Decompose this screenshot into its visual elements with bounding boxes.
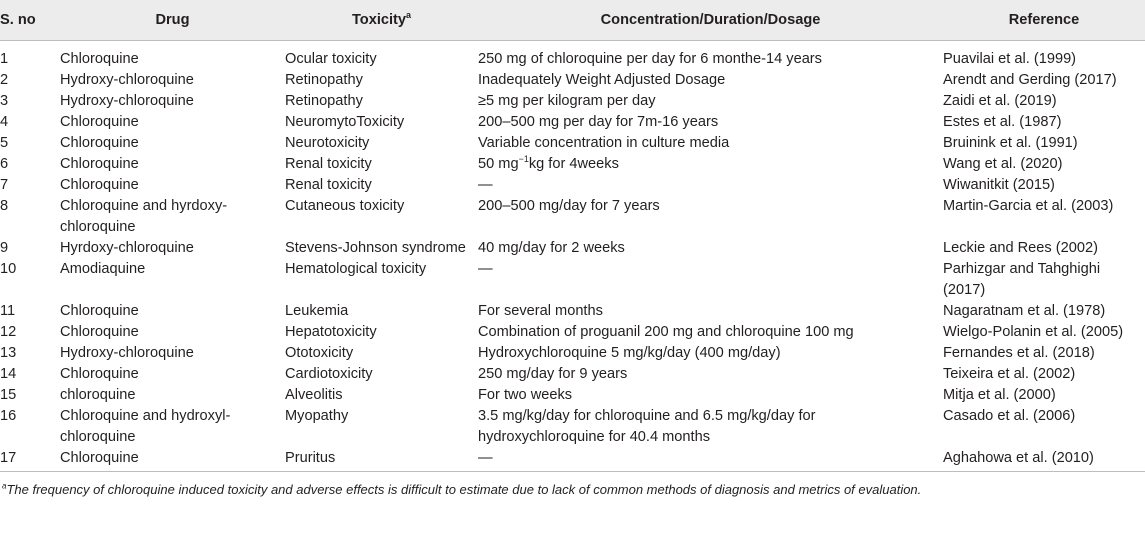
- cell-concentration: 250 mg of chloroquine per day for 6 monthe-14 years: [478, 51, 822, 67]
- table-row: [0, 322, 1145, 343]
- cell-drug: Chloroquine: [60, 177, 139, 193]
- footnote-text: The frequency of chloroquine induced toxicity and adverse effects is difficult to estimate due to lack of common methods of diagnosis and metrics of evaluation.: [6, 482, 922, 497]
- cell-toxicity: Retinopathy: [285, 72, 363, 88]
- cell-toxicity: Hematological toxicity: [285, 261, 427, 277]
- cell-concentration: 40 mg/day for 2 weeks: [478, 240, 625, 256]
- cell-drug: Chloroquine: [60, 324, 139, 340]
- cell-drug: Chloroquine: [60, 366, 139, 382]
- cell-drug: Hyrdoxy-chloroquine: [60, 240, 194, 256]
- table-row: [0, 301, 1145, 322]
- cell-concentration: Inadequately Weight Adjusted Dosage: [478, 72, 726, 88]
- cell-toxicity: Stevens-Johnson syndrome: [285, 240, 466, 256]
- cell-toxicity: Alveolitis: [285, 387, 343, 403]
- cell-concentration: ≥5 mg per kilogram per day: [478, 93, 656, 109]
- table-row: [0, 364, 1145, 385]
- table-row: [0, 41, 1145, 71]
- conc-text-pre: 50 mg: [478, 156, 519, 172]
- cell-toxicity: Cardiotoxicity: [285, 366, 373, 382]
- cell-concentration: Variable concentration in culture media: [478, 135, 730, 151]
- cell-reference: Estes et al. (1987): [943, 114, 1062, 130]
- cell-sno: 2: [0, 72, 9, 88]
- cell-reference: Wang et al. (2020): [943, 156, 1063, 172]
- cell-toxicity: NeuromytoToxicity: [285, 114, 405, 130]
- cell-toxicity: Neurotoxicity: [285, 135, 370, 151]
- table-row: [0, 154, 1145, 175]
- cell-drug: Chloroquine and hyrdoxy-chloroquine: [60, 198, 228, 235]
- cell-drug: Chloroquine: [60, 51, 139, 67]
- table-row: [0, 238, 1145, 259]
- cell-concentration: 3.5 mg/kg/day for chloroquine and 6.5 mg/kg/day for hydroxychloroquine for 40.4 months: [478, 408, 816, 445]
- cell-sno: 17: [0, 448, 60, 472]
- cell-sno: 3: [0, 93, 9, 109]
- cell-sno: 12: [0, 324, 17, 340]
- cell-reference: Nagaratnam et al. (1978): [943, 303, 1106, 319]
- cell-drug: Chloroquine and hydroxyl-chloroquine: [60, 408, 231, 445]
- table-row: [0, 91, 1145, 112]
- header-toxicity-label: Toxicity: [351, 11, 407, 28]
- header-reference: Reference: [943, 0, 1145, 41]
- cell-reference: Teixeira et al. (2002): [943, 366, 1076, 382]
- cell-concentration: For two weeks: [478, 387, 573, 403]
- header-toxicity: [285, 0, 478, 41]
- cell-sno: 4: [0, 114, 9, 130]
- cell-reference: Zaidi et al. (2019): [943, 93, 1057, 109]
- table-row: [0, 70, 1145, 91]
- footnote-mark: a: [2, 481, 7, 491]
- cell-reference: Parhizgar and Tahghighi (2017): [943, 261, 1101, 298]
- cell-reference: Bruinink et al. (1991): [943, 135, 1078, 151]
- cell-sno: 13: [0, 345, 17, 361]
- cell-sno: 16: [0, 408, 17, 424]
- table-row: [0, 448, 1145, 472]
- cell-toxicity: Renal toxicity: [285, 156, 372, 172]
- header-concentration: Concentration/Duration/Dosage: [478, 0, 943, 41]
- table-row: [0, 196, 1145, 238]
- cell-reference: Fernandes et al. (2018): [943, 345, 1095, 361]
- cell-sno: 6: [0, 156, 9, 172]
- table-row: [0, 406, 1145, 448]
- cell-concentration: 250 mg/day for 9 years: [478, 366, 628, 382]
- cell-drug: Hydroxy-chloroquine: [60, 345, 194, 361]
- cell-toxicity: Pruritus: [285, 448, 478, 472]
- cell-toxicity: Retinopathy: [285, 93, 363, 109]
- header-toxicity-footnote-mark: a: [406, 9, 412, 20]
- cell-reference: Aghahowa et al. (2010): [943, 448, 1145, 472]
- cell-concentration: Hydroxychloroquine 5 mg/kg/day (400 mg/day): [478, 345, 781, 361]
- cell-concentration: Combination of proguanil 200 mg and chloroquine 100 mg: [478, 324, 854, 340]
- table-footnote: [0, 482, 1145, 497]
- cell-sno: 9: [0, 240, 9, 256]
- table-row: [0, 385, 1145, 406]
- conc-exponent: −1: [518, 154, 529, 165]
- table-body: [0, 41, 1145, 472]
- cell-drug: Hydroxy-chloroquine: [60, 72, 194, 88]
- cell-drug: Chloroquine: [60, 303, 139, 319]
- cell-concentration: 200–500 mg per day for 7m-16 years: [478, 114, 719, 130]
- cell-reference: Leckie and Rees (2002): [943, 240, 1098, 256]
- cell-sno: 5: [0, 135, 9, 151]
- cell-sno: 1: [0, 51, 9, 67]
- cell-reference: Wielgo-Polanin et al. (2005): [943, 324, 1124, 340]
- cell-reference: Puavilai et al. (1999): [943, 51, 1077, 67]
- cell-sno: 8: [0, 198, 9, 214]
- cell-sno: 14: [0, 366, 17, 382]
- conc-text-post: kg for 4weeks: [528, 156, 619, 172]
- cell-drug: chloroquine: [60, 387, 136, 403]
- table-row: [0, 343, 1145, 364]
- cell-concentration: —: [478, 177, 493, 193]
- cell-toxicity: Renal toxicity: [285, 177, 372, 193]
- table-row: [0, 133, 1145, 154]
- cell-toxicity: Ototoxicity: [285, 345, 354, 361]
- cell-concentration: —: [478, 448, 943, 472]
- cell-sno: 7: [0, 177, 9, 193]
- cell-reference: Wiwanitkit (2015): [943, 177, 1055, 193]
- cell-drug: Chloroquine: [60, 135, 139, 151]
- cell-toxicity: Cutaneous toxicity: [285, 198, 405, 214]
- cell-concentration: For several months: [478, 303, 603, 319]
- cell-drug: Chloroquine: [60, 156, 139, 172]
- table-header: [0, 0, 1145, 41]
- cell-drug: Hydroxy-chloroquine: [60, 93, 194, 109]
- cell-reference: Mitja et al. (2000): [943, 387, 1056, 403]
- header-sno: S. no: [0, 0, 60, 41]
- cell-concentration: —: [478, 261, 493, 277]
- header-row: [0, 0, 1145, 41]
- header-drug: Drug: [60, 0, 285, 41]
- cell-toxicity: Leukemia: [285, 303, 349, 319]
- table-row: [0, 259, 1145, 301]
- cell-concentration: 200–500 mg/day for 7 years: [478, 198, 660, 214]
- cell-toxicity: Myopathy: [285, 408, 349, 424]
- cell-drug: Chloroquine: [60, 448, 285, 472]
- table-row: [0, 175, 1145, 196]
- table-row: [0, 112, 1145, 133]
- cell-toxicity: Ocular toxicity: [285, 51, 377, 67]
- cell-reference: Casado et al. (2006): [943, 408, 1076, 424]
- cell-drug: Chloroquine: [60, 114, 139, 130]
- cell-sno: 15: [0, 387, 17, 403]
- cell-sno: 10: [0, 261, 17, 277]
- cell-toxicity: Hepatotoxicity: [285, 324, 377, 340]
- cell-reference: Martin-Garcia et al. (2003): [943, 198, 1114, 214]
- cell-reference: Arendt and Gerding (2017): [943, 72, 1117, 88]
- cell-sno: 11: [0, 303, 16, 319]
- cell-concentration: [478, 154, 943, 175]
- cell-drug: Amodiaquine: [60, 261, 146, 277]
